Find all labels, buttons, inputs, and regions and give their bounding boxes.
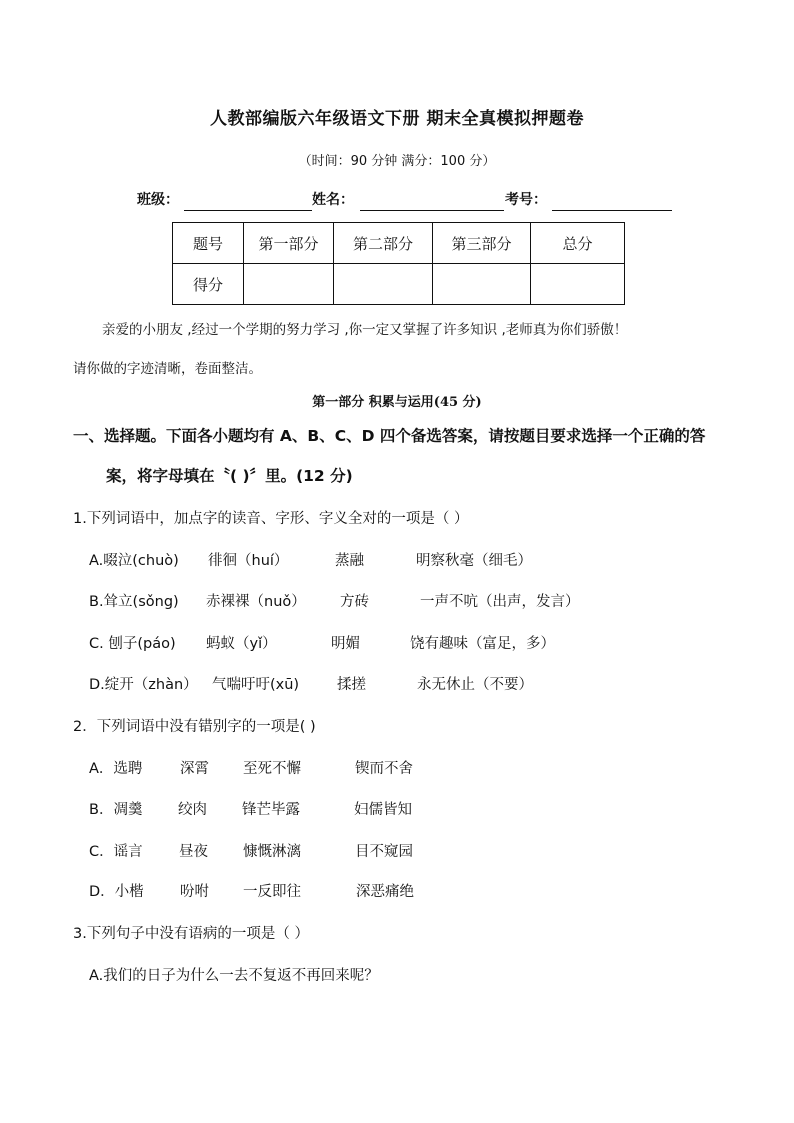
- q1-option-c-item[interactable]: C. 刨子(páo): [89, 636, 176, 652]
- intro-line-1: 亲爱的小朋友 ,经过一个学期的努力学习 ,你一定又掌握了许多知识 ,老师真为你们骄傲！: [102, 322, 628, 338]
- q2-option-d-item: 吩咐: [180, 884, 209, 900]
- q2-option-c-item[interactable]: C．谣言: [89, 844, 143, 860]
- q1-option-d-item: 揉搓: [337, 677, 366, 693]
- number-label: 考号：: [505, 192, 547, 208]
- score-table-header-row: [173, 223, 625, 264]
- score-cell-part3[interactable]: [433, 264, 531, 305]
- class-label: 班级：: [137, 192, 179, 208]
- question-3-stem: 3.下列句子中没有语病的一项是（ ）: [73, 926, 309, 942]
- q2-option-b-item[interactable]: B．凋羹: [89, 802, 143, 818]
- q1-option-c-item: 明媚: [331, 636, 360, 652]
- score-table-header-cell: 第三部分: [433, 223, 531, 264]
- q3-option-a-item[interactable]: A.我们的日子为什么一去不复返不再回来呢？: [89, 968, 379, 984]
- q1-option-d-item: 永无休止（不要）: [417, 677, 533, 693]
- score-cell-total[interactable]: [531, 264, 625, 305]
- q2-option-d-item: 深恶痛绝: [356, 884, 414, 900]
- q2-option-a-item: 至死不懈: [243, 761, 301, 777]
- q2-option-d-item: 一反即往: [243, 884, 301, 900]
- part1-heading-line-2: 案，将字母填在〝( )〞里。(12 分): [106, 467, 353, 485]
- q1-option-a-item: 明察秋毫（细毛）: [416, 553, 532, 569]
- q1-option-b-item: 一声不吭（出声，发言）: [420, 594, 580, 610]
- q2-option-a-item: 锲而不舍: [355, 761, 413, 777]
- score-table-header-cell: 第一部分: [244, 223, 334, 264]
- score-cell-part2[interactable]: [334, 264, 433, 305]
- q2-option-c-item: 目不窥园: [355, 844, 413, 860]
- score-table-header-cell: 总分: [531, 223, 625, 264]
- q1-option-d-item[interactable]: D.绽开（zhàn）: [89, 677, 198, 693]
- q1-option-b-item: 赤裸裸（nuǒ）: [206, 594, 306, 610]
- q2-option-a-item[interactable]: A．选聘: [89, 761, 143, 777]
- q2-option-b-item: 妇儒皆知: [354, 802, 412, 818]
- q1-option-a-item: 徘徊（huí）: [208, 553, 289, 569]
- q1-option-b-item[interactable]: B.耸立(sǒng): [89, 594, 179, 610]
- score-table-header-cell: 题号: [173, 223, 244, 264]
- q2-option-d-item[interactable]: D．小楷: [89, 884, 144, 900]
- q1-option-a-item: 蒸融: [335, 553, 364, 569]
- score-row-label: 得分: [173, 264, 244, 305]
- class-field[interactable]: [184, 192, 312, 211]
- section-title: 第一部分 积累与运用(45 分): [312, 395, 482, 410]
- score-table-score-row: [173, 264, 625, 305]
- q2-option-c-item: 昼夜: [179, 844, 208, 860]
- question-2-stem: 2．下列词语中没有错别字的一项是( ): [73, 719, 316, 735]
- name-field[interactable]: [360, 192, 504, 211]
- q1-option-c-item: 蚂蚁（yǐ）: [206, 636, 277, 652]
- name-label: 姓名：: [312, 192, 354, 208]
- q2-option-b-item: 绞肉: [178, 802, 207, 818]
- number-field[interactable]: [552, 192, 672, 211]
- score-table: [172, 222, 625, 305]
- question-1-stem: 1.下列词语中，加点字的读音、字形、字义全对的一项是（ ）: [73, 511, 469, 527]
- q1-option-d-item: 气喘吁吁(xū): [212, 677, 300, 693]
- exam-time-score: （时间：90 分钟 满分：100 分）: [298, 154, 496, 169]
- score-table-header-cell: 第二部分: [334, 223, 433, 264]
- score-cell-part1[interactable]: [244, 264, 334, 305]
- q1-option-c-item: 饶有趣味（富足，多）: [410, 636, 555, 652]
- q1-option-b-item: 方砖: [340, 594, 369, 610]
- q2-option-c-item: 慷慨淋漓: [243, 844, 301, 860]
- q2-option-b-item: 锋芒毕露: [242, 802, 300, 818]
- q1-option-a-item[interactable]: A.啜泣(chuò): [89, 553, 179, 569]
- intro-line-2: 请你做的字迹清晰，卷面整洁。: [73, 361, 262, 377]
- part1-heading-line-1: 一、选择题。下面各小题均有 A、B、C、D 四个备选答案，请按题目要求选择一个正确的答: [73, 427, 706, 445]
- q2-option-a-item: 深霄: [180, 761, 209, 777]
- exam-title: 人教部编版六年级语文下册 期末全真模拟押题卷: [210, 109, 584, 129]
